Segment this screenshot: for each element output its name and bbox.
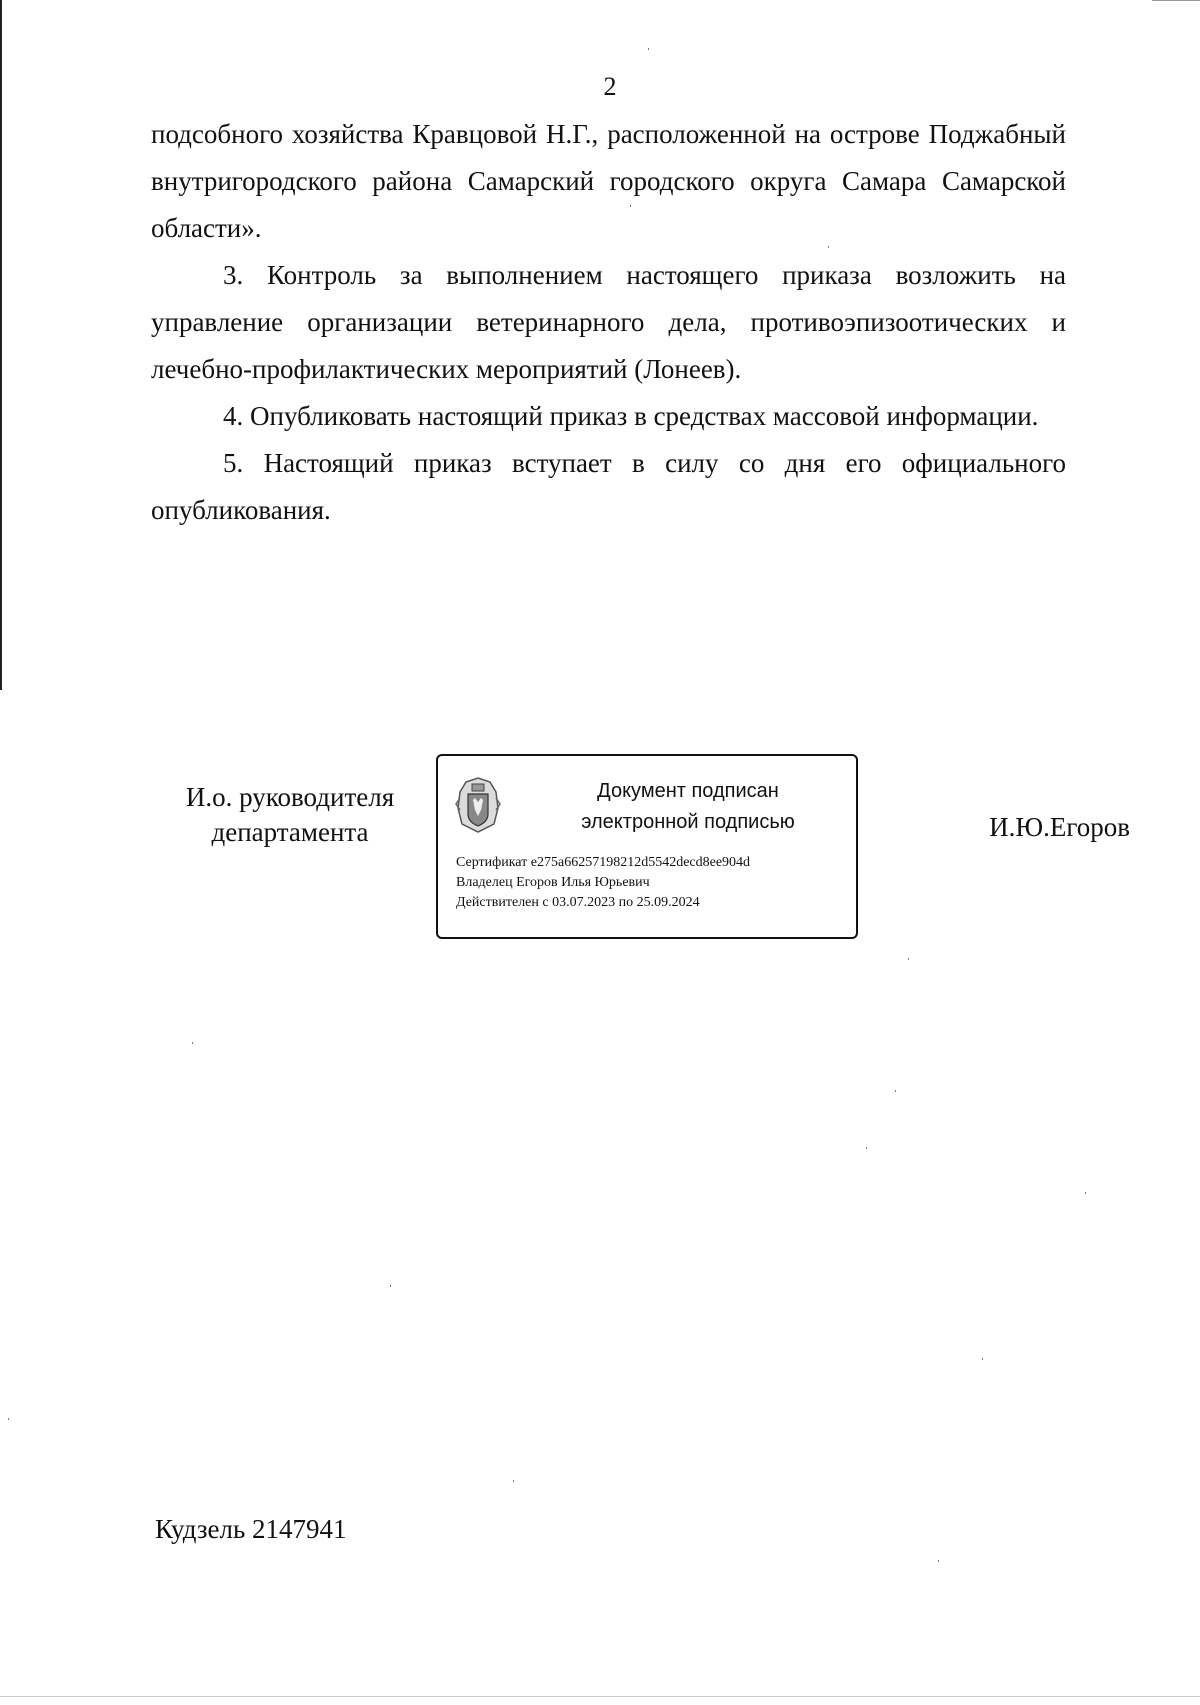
paragraph-item-4: 4. Опубликовать настоящий приказ в средствах массовой информации. xyxy=(223,401,1039,431)
scan-speck xyxy=(1085,1192,1086,1194)
paragraph-continuation: подсобного хозяйства Кравцовой Н.Г., расположенной на острове Поджабный внутригородского района Самарский городского округа Самара Самарской области». xyxy=(151,119,1066,243)
stamp-details xyxy=(456,853,846,913)
stamp-title-line2: электронной подписью xyxy=(581,811,795,833)
scan-edge-top xyxy=(1152,0,1200,1)
scan-speck xyxy=(8,1418,9,1420)
signer-position xyxy=(170,780,410,850)
executor-note: Кудзель 2147941 xyxy=(155,1514,347,1544)
stamp-title-line1: Документ подписан xyxy=(597,780,779,802)
stamp-certificate: Сертификат e275a66257198212d5542decd8ee904d xyxy=(456,855,751,870)
page-number: 2 xyxy=(603,72,617,101)
signer-position-line1: И.о. руководителя xyxy=(185,782,395,812)
scan-edge-bottom xyxy=(0,1696,1200,1697)
scan-speck xyxy=(648,48,649,50)
electronic-signature-stamp xyxy=(436,754,858,939)
scan-speck xyxy=(908,958,909,960)
stamp-owner: Владелец Егоров Илья Юрьевич xyxy=(456,875,650,890)
scan-speck xyxy=(982,1358,983,1360)
stamp-validity: Действителен с 03.07.2023 по 25.09.2024 xyxy=(456,895,700,910)
scan-speck xyxy=(513,1480,514,1482)
scan-speck xyxy=(630,205,631,207)
document-body xyxy=(151,111,1066,534)
scan-speck xyxy=(938,1560,939,1562)
scan-speck xyxy=(895,1090,896,1092)
scan-speck xyxy=(390,1285,391,1287)
paragraph-item-5: 5. Настоящий приказ вступает в силу со дня его официального опубликования. xyxy=(151,448,1066,525)
coat-of-arms-icon xyxy=(454,774,502,834)
stamp-title xyxy=(538,776,838,838)
signer-position-line2: департамента xyxy=(211,817,369,847)
paragraph-item-3: 3. Контроль за выполнением настоящего приказа возложить на управление организации ветеринарного дела, противоэпизоотических и лечебно-профилактических мероприятий (Лонеев). xyxy=(151,260,1066,384)
scan-edge-left xyxy=(0,0,2,690)
scan-speck xyxy=(866,1147,867,1149)
scan-speck xyxy=(828,246,829,248)
scan-speck xyxy=(192,1042,193,1044)
signer-name: И.Ю.Егоров xyxy=(989,812,1130,842)
